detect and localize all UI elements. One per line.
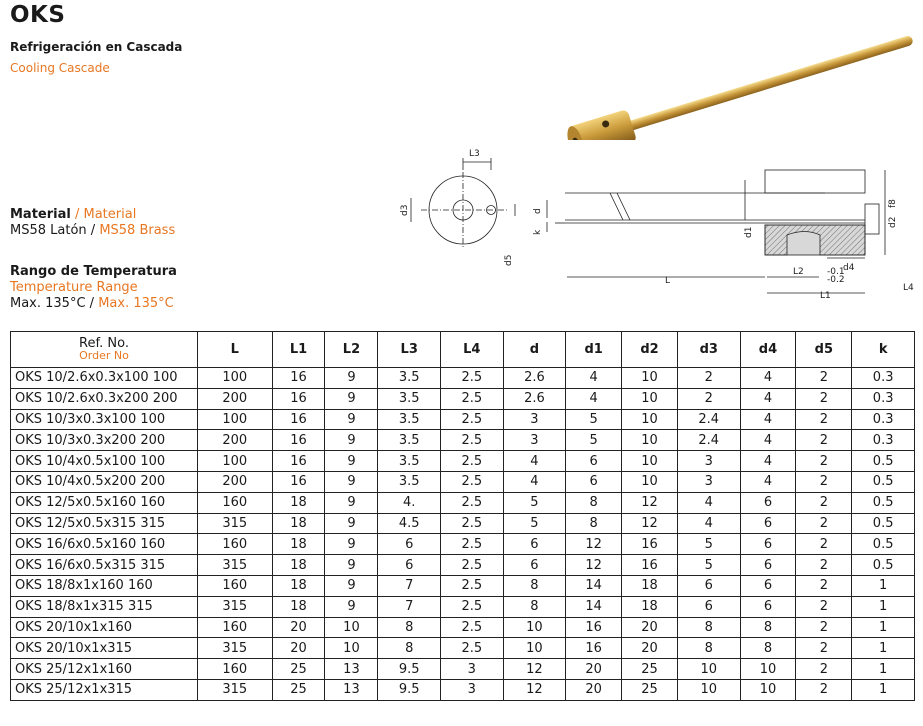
cell-l1: 16 [272, 409, 325, 430]
cell-d5: 2 [796, 555, 852, 576]
side-view [533, 170, 914, 300]
label-k: k [533, 229, 543, 235]
cell-d3: 10 [677, 679, 740, 700]
cell-ref-no: OKS 20/10x1x160 [11, 617, 198, 638]
table-row [11, 534, 915, 555]
cell-l3: 3.5 [378, 471, 441, 492]
cell-d2: 18 [622, 596, 678, 617]
col-ref-no [11, 332, 198, 368]
subtitle-english: Cooling Cascade [10, 61, 110, 75]
cell-k: 0.3 [852, 430, 915, 451]
cell-d1: 16 [566, 638, 622, 659]
cell-k: 0.5 [852, 513, 915, 534]
cell-d1: 6 [566, 471, 622, 492]
cell-ref-no: OKS 16/6x0.5x160 160 [11, 534, 198, 555]
label-L4: L4 [903, 283, 914, 293]
cell-d5: 2 [796, 575, 852, 596]
cell-ref-no: OKS 25/12x1x315 [11, 679, 198, 700]
cell-l1: 18 [272, 534, 325, 555]
cell-l: 315 [198, 638, 273, 659]
cell-l2: 9 [325, 492, 378, 513]
cell-d1: 5 [566, 409, 622, 430]
table-row [11, 451, 915, 472]
cell-l1: 25 [272, 679, 325, 700]
col-header-l: L [198, 332, 273, 368]
col-header-d4: d4 [740, 332, 796, 368]
cell-l4: 2.5 [441, 388, 504, 409]
col-header-d: d [503, 332, 566, 368]
cell-l2: 9 [325, 471, 378, 492]
cell-d3: 6 [677, 596, 740, 617]
cell-l4: 2.5 [441, 409, 504, 430]
material-value-sep: / [86, 223, 100, 238]
temperature-value-es: Max. 135°C [10, 296, 86, 311]
cell-d: 10 [503, 617, 566, 638]
table-row [11, 555, 915, 576]
temperature-section [10, 264, 177, 312]
cell-d5: 2 [796, 451, 852, 472]
cell-d2: 25 [622, 659, 678, 680]
cell-d2: 10 [622, 471, 678, 492]
cell-l3: 3.5 [378, 388, 441, 409]
cell-d4: 8 [740, 617, 796, 638]
cell-d: 5 [503, 513, 566, 534]
label-d: d [533, 208, 543, 214]
cell-d4: 6 [740, 492, 796, 513]
cell-l2: 9 [325, 409, 378, 430]
cell-l2: 10 [325, 638, 378, 659]
table-row [11, 471, 915, 492]
cell-d: 3 [503, 409, 566, 430]
cell-d3: 4 [677, 513, 740, 534]
cell-d2: 12 [622, 492, 678, 513]
label-d1: d1 [744, 226, 754, 238]
cell-d1: 14 [566, 596, 622, 617]
cell-d: 10 [503, 638, 566, 659]
table-row [11, 513, 915, 534]
cell-d2: 10 [622, 430, 678, 451]
cell-d4: 4 [740, 388, 796, 409]
cell-l2: 9 [325, 555, 378, 576]
cell-l4: 2.5 [441, 451, 504, 472]
cell-l1: 25 [272, 659, 325, 680]
cell-d3: 5 [677, 534, 740, 555]
cell-ref-no: OKS 10/2.6x0.3x200 200 [11, 388, 198, 409]
cell-d4: 4 [740, 409, 796, 430]
cell-d1: 20 [566, 659, 622, 680]
cell-l1: 18 [272, 513, 325, 534]
material-label-en: Material [83, 207, 137, 222]
cell-l1: 20 [272, 638, 325, 659]
table-header-row [11, 332, 915, 368]
cell-d5: 2 [796, 596, 852, 617]
cell-l: 200 [198, 388, 273, 409]
cell-d4: 8 [740, 638, 796, 659]
cell-d4: 6 [740, 513, 796, 534]
cell-l3: 3.5 [378, 430, 441, 451]
cell-d1: 20 [566, 679, 622, 700]
col-header-l3: L3 [378, 332, 441, 368]
cell-l1: 20 [272, 617, 325, 638]
cell-d: 12 [503, 679, 566, 700]
cell-l4: 2.5 [441, 575, 504, 596]
label-L3: L3 [469, 149, 480, 159]
cell-l4: 2.5 [441, 513, 504, 534]
cell-d3: 5 [677, 555, 740, 576]
product-title: OKS [10, 2, 66, 28]
cell-ref-no: OKS 10/4x0.5x100 100 [11, 451, 198, 472]
table-row [11, 368, 915, 389]
cell-d4: 4 [740, 430, 796, 451]
material-value-es: MS58 Latón [10, 223, 87, 238]
cell-d: 5 [503, 492, 566, 513]
cell-d: 12 [503, 659, 566, 680]
cell-d5: 2 [796, 492, 852, 513]
cell-d3: 6 [677, 575, 740, 596]
subtitle-spanish: Refrigeración en Cascada [10, 40, 183, 54]
label-L1: L1 [820, 291, 831, 300]
material-section [10, 207, 175, 239]
cell-d5: 2 [796, 617, 852, 638]
table-row [11, 409, 915, 430]
cell-l3: 7 [378, 596, 441, 617]
cell-l: 315 [198, 555, 273, 576]
cell-k: 0.5 [852, 534, 915, 555]
table-row [11, 430, 915, 451]
temperature-label-es: Rango de Temperatura [10, 264, 177, 279]
cell-d5: 2 [796, 388, 852, 409]
cell-d: 4 [503, 451, 566, 472]
cell-d3: 2 [677, 368, 740, 389]
cell-k: 0.5 [852, 555, 915, 576]
cell-l2: 9 [325, 368, 378, 389]
cell-d: 3 [503, 430, 566, 451]
cell-l: 160 [198, 617, 273, 638]
cell-l: 100 [198, 409, 273, 430]
col-header-d3: d3 [677, 332, 740, 368]
cell-l2: 9 [325, 534, 378, 555]
cell-l2: 10 [325, 617, 378, 638]
cell-l1: 18 [272, 555, 325, 576]
cell-d1: 14 [566, 575, 622, 596]
cell-d5: 2 [796, 409, 852, 430]
cell-l4: 2.5 [441, 638, 504, 659]
cell-d2: 25 [622, 679, 678, 700]
cell-l2: 9 [325, 513, 378, 534]
cell-d2: 10 [622, 409, 678, 430]
cell-l3: 9.5 [378, 659, 441, 680]
table-row [11, 596, 915, 617]
cell-d2: 10 [622, 368, 678, 389]
label-tol-upper: -0.1 [827, 267, 845, 277]
cell-ref-no: OKS 10/2.6x0.3x100 100 [11, 368, 198, 389]
cell-l1: 16 [272, 471, 325, 492]
cell-l3: 7 [378, 575, 441, 596]
cell-k: 0.3 [852, 368, 915, 389]
cell-l: 160 [198, 659, 273, 680]
cell-ref-no: OKS 12/5x0.5x160 160 [11, 492, 198, 513]
cell-d4: 10 [740, 659, 796, 680]
spec-table [10, 331, 915, 701]
label-d4: d4 [843, 263, 855, 273]
cell-ref-no: OKS 12/5x0.5x315 315 [11, 513, 198, 534]
cell-l: 100 [198, 368, 273, 389]
cell-d1: 5 [566, 430, 622, 451]
cell-k: 0.3 [852, 409, 915, 430]
cell-d1: 12 [566, 534, 622, 555]
cell-l: 160 [198, 575, 273, 596]
cell-d4: 10 [740, 679, 796, 700]
cell-l: 315 [198, 679, 273, 700]
cell-l3: 4. [378, 492, 441, 513]
cell-d1: 8 [566, 492, 622, 513]
cell-d3: 3 [677, 471, 740, 492]
cell-ref-no: OKS 18/8x1x315 315 [11, 596, 198, 617]
temperature-value-en: Max. 135°C [98, 296, 174, 311]
cell-l4: 2.5 [441, 534, 504, 555]
cell-k: 0.5 [852, 451, 915, 472]
cell-l2: 9 [325, 596, 378, 617]
table-row [11, 617, 915, 638]
cell-l3: 8 [378, 617, 441, 638]
cell-k: 1 [852, 617, 915, 638]
table-row [11, 492, 915, 513]
table-row [11, 638, 915, 659]
cell-d3: 8 [677, 638, 740, 659]
label-d5: d5 [504, 254, 514, 266]
cell-l3: 8 [378, 638, 441, 659]
table-row [11, 575, 915, 596]
label-L2: L2 [793, 267, 804, 277]
cell-d3: 2.4 [677, 409, 740, 430]
cell-l1: 16 [272, 368, 325, 389]
cell-l3: 6 [378, 555, 441, 576]
cell-d4: 6 [740, 575, 796, 596]
cell-k: 0.5 [852, 492, 915, 513]
cell-ref-no: OKS 20/10x1x315 [11, 638, 198, 659]
cell-l2: 9 [325, 451, 378, 472]
cell-d3: 10 [677, 659, 740, 680]
cell-l4: 2.5 [441, 471, 504, 492]
col-header-d5: d5 [796, 332, 852, 368]
cell-d4: 6 [740, 555, 796, 576]
cell-l3: 9.5 [378, 679, 441, 700]
cell-d3: 4 [677, 492, 740, 513]
cell-d5: 2 [796, 659, 852, 680]
cell-l4: 3 [441, 679, 504, 700]
cell-d5: 2 [796, 638, 852, 659]
label-tol-lower: -0.2 [827, 275, 845, 285]
cell-ref-no: OKS 25/12x1x160 [11, 659, 198, 680]
cell-l3: 6 [378, 534, 441, 555]
cell-d5: 2 [796, 368, 852, 389]
col-header-l4: L4 [441, 332, 504, 368]
cell-l1: 18 [272, 596, 325, 617]
table-row [11, 659, 915, 680]
cell-l3: 4.5 [378, 513, 441, 534]
cell-l: 160 [198, 492, 273, 513]
cell-l4: 2.5 [441, 368, 504, 389]
col-header-d2: d2 [622, 332, 678, 368]
cell-k: 1 [852, 596, 915, 617]
table-body [11, 368, 915, 701]
cell-l1: 16 [272, 388, 325, 409]
cell-d5: 2 [796, 513, 852, 534]
front-view [400, 149, 515, 266]
cell-d2: 10 [622, 451, 678, 472]
ref-header-es: Ref. No. [79, 335, 129, 351]
cell-l2: 9 [325, 575, 378, 596]
material-label-es: Material [10, 207, 71, 222]
label-d3: d3 [400, 204, 410, 216]
cell-l4: 2.5 [441, 430, 504, 451]
cell-d4: 6 [740, 596, 796, 617]
cell-k: 0.5 [852, 471, 915, 492]
cell-d: 8 [503, 596, 566, 617]
cell-l4: 3 [441, 659, 504, 680]
cell-d1: 4 [566, 368, 622, 389]
cell-l1: 16 [272, 430, 325, 451]
cell-l: 315 [198, 513, 273, 534]
cell-l3: 3.5 [378, 368, 441, 389]
cell-l3: 3.5 [378, 451, 441, 472]
cell-d3: 2.4 [677, 430, 740, 451]
cell-d2: 18 [622, 575, 678, 596]
cell-d3: 8 [677, 617, 740, 638]
label-L: L [665, 276, 671, 286]
cell-l4: 2.5 [441, 596, 504, 617]
col-header-d1: d1 [566, 332, 622, 368]
cell-d2: 16 [622, 534, 678, 555]
cell-d: 2.6 [503, 368, 566, 389]
cell-l4: 2.5 [441, 617, 504, 638]
cell-ref-no: OKS 18/8x1x160 160 [11, 575, 198, 596]
cell-l: 100 [198, 451, 273, 472]
cell-d2: 10 [622, 388, 678, 409]
cell-d4: 4 [740, 368, 796, 389]
temperature-label-en: Temperature Range [10, 280, 138, 295]
cell-l4: 2.5 [441, 492, 504, 513]
cell-d1: 12 [566, 555, 622, 576]
cell-d3: 3 [677, 451, 740, 472]
cell-l1: 18 [272, 575, 325, 596]
product-photo [555, 10, 915, 140]
cell-k: 1 [852, 679, 915, 700]
ref-header-en: Order No [79, 348, 129, 362]
cell-l3: 3.5 [378, 409, 441, 430]
temperature-value-sep: / [85, 296, 99, 311]
cell-d2: 12 [622, 513, 678, 534]
col-header-l1: L1 [272, 332, 325, 368]
cell-l: 200 [198, 471, 273, 492]
cell-d5: 2 [796, 534, 852, 555]
cell-d4: 4 [740, 471, 796, 492]
table-row [11, 679, 915, 700]
cell-d2: 20 [622, 638, 678, 659]
cell-d: 8 [503, 575, 566, 596]
col-header-k: k [852, 332, 915, 368]
cell-k: 1 [852, 638, 915, 659]
cell-l4: 2.5 [441, 555, 504, 576]
cell-k: 1 [852, 575, 915, 596]
label-d2-tolerance: f8 [888, 199, 898, 208]
cell-d5: 2 [796, 430, 852, 451]
material-sep: / [70, 207, 84, 222]
cell-d4: 6 [740, 534, 796, 555]
material-value-en: MS58 Brass [99, 223, 176, 238]
cell-d4: 4 [740, 451, 796, 472]
technical-drawing [395, 140, 920, 300]
cell-l2: 13 [325, 679, 378, 700]
cell-d: 6 [503, 534, 566, 555]
cell-k: 1 [852, 659, 915, 680]
cell-d1: 4 [566, 388, 622, 409]
cell-l: 160 [198, 534, 273, 555]
cell-l2: 13 [325, 659, 378, 680]
cell-d2: 16 [622, 555, 678, 576]
label-d2: d2 [888, 216, 898, 228]
cell-l1: 16 [272, 451, 325, 472]
cell-d3: 2 [677, 388, 740, 409]
table-row [11, 388, 915, 409]
cell-d5: 2 [796, 679, 852, 700]
cell-d: 6 [503, 555, 566, 576]
cell-d1: 16 [566, 617, 622, 638]
col-header-l2: L2 [325, 332, 378, 368]
cell-l1: 18 [272, 492, 325, 513]
cell-d: 2.6 [503, 388, 566, 409]
cell-d1: 6 [566, 451, 622, 472]
cell-ref-no: OKS 16/6x0.5x315 315 [11, 555, 198, 576]
cell-l: 315 [198, 596, 273, 617]
cell-k: 0.3 [852, 388, 915, 409]
cell-l2: 9 [325, 388, 378, 409]
cell-ref-no: OKS 10/3x0.3x200 200 [11, 430, 198, 451]
cell-l: 200 [198, 430, 273, 451]
cell-d2: 20 [622, 617, 678, 638]
cell-ref-no: OKS 10/3x0.3x100 100 [11, 409, 198, 430]
cell-ref-no: OKS 10/4x0.5x200 200 [11, 471, 198, 492]
cell-l2: 9 [325, 430, 378, 451]
cell-d5: 2 [796, 471, 852, 492]
cell-d: 4 [503, 471, 566, 492]
cell-d1: 8 [566, 513, 622, 534]
